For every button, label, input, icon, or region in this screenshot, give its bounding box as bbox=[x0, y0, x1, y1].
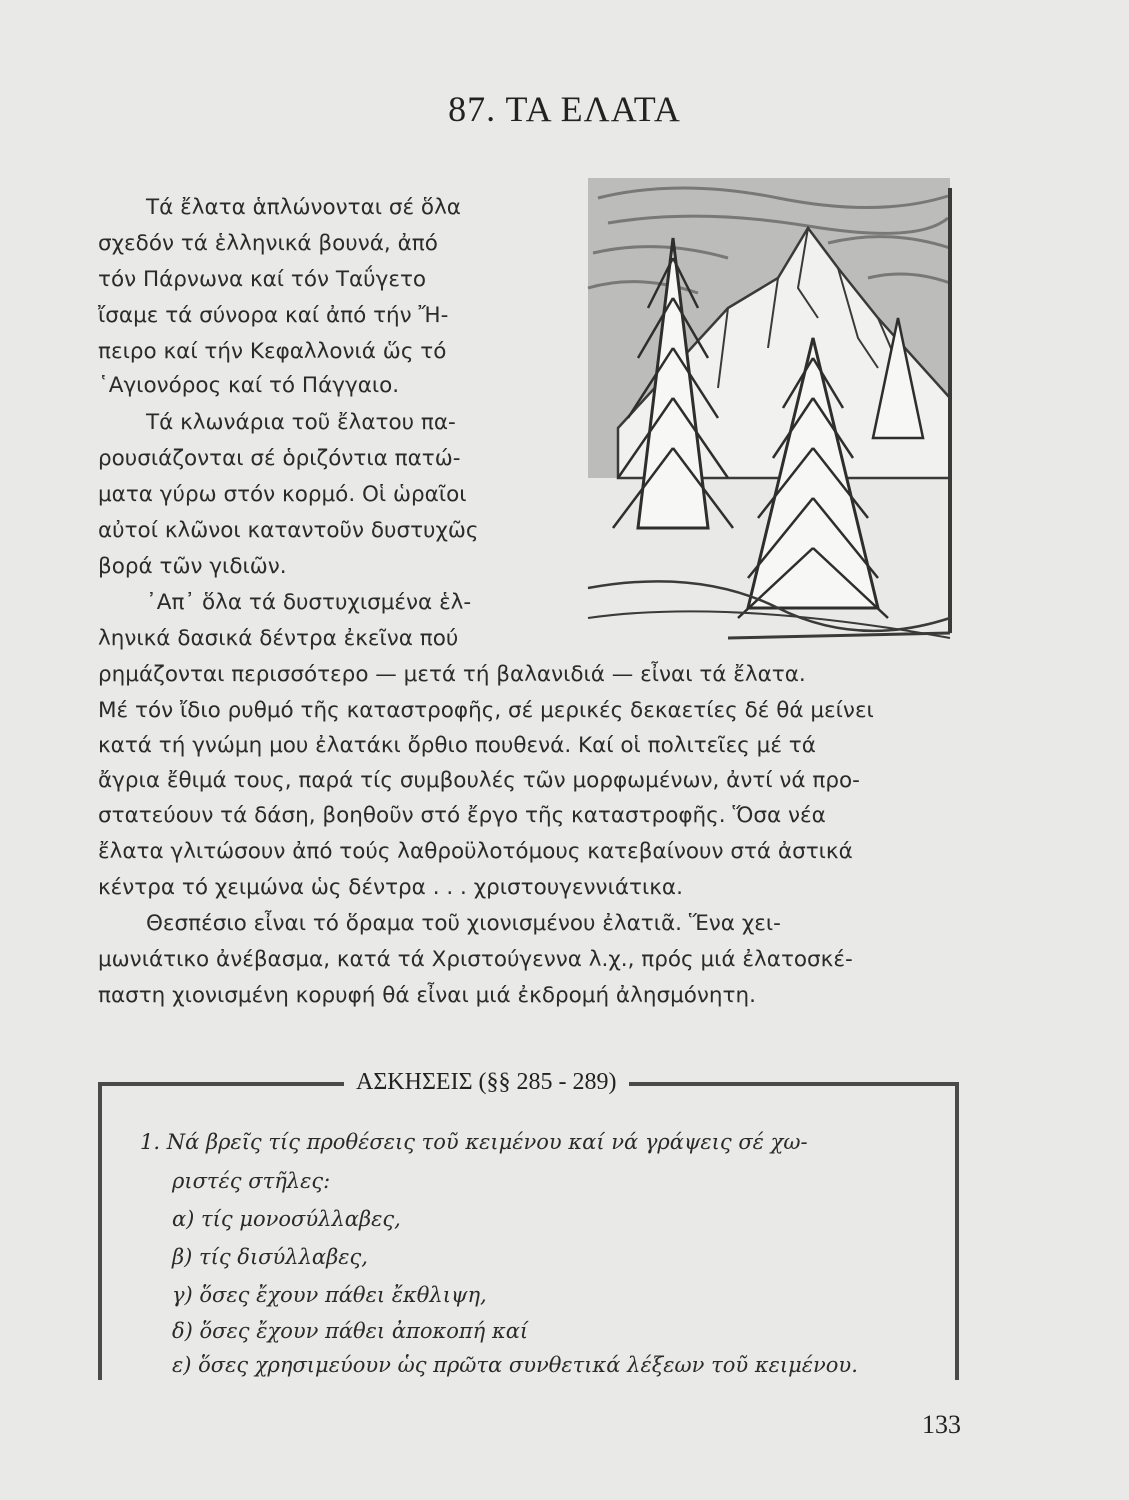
body-line: πειρο καί τήν Κεφαλλονιά ὥς τό bbox=[98, 339, 447, 364]
exercise-line: ριστές στῆλες: bbox=[172, 1169, 331, 1193]
body-line: ματα γύρω στόν κορμό. Οἱ ὡραῖοι bbox=[98, 482, 467, 507]
body-line: ληνικά δασικά δέντρα ἐκεῖνα πού bbox=[98, 626, 459, 651]
body-line: ᾽Απ᾽ ὅλα τά δυστυχισμένα ἑλ- bbox=[146, 590, 472, 615]
body-line: Τά κλωνάρια τοῦ ἔλατου πα- bbox=[146, 410, 456, 435]
exercise-line: ε) ὅσες χρησιμεύουν ὡς πρῶτα συνθετικά λέξεων τοῦ κειμένου. bbox=[172, 1353, 858, 1377]
body-line: κατά τή γνώμη μου ἐλατάκι ὄρθιο πουθενά. Καί οἱ πολιτεῖες μέ τά bbox=[98, 733, 816, 758]
body-line: ἔλατα γλιτώσουν ἀπό τούς λαθροϋλοτόμους κατεβαίνουν στά ἀστικά bbox=[98, 839, 853, 864]
body-line: τόν Πάρνωνα καί τόν Ταΰγετο bbox=[98, 267, 427, 292]
exercise-line: δ) ὅσες ἔχουν πάθει ἀποκοπή καί bbox=[172, 1319, 529, 1343]
body-line: βορά τῶν γιδιῶν. bbox=[98, 554, 287, 579]
exercise-line: 1. Νά βρεῖς τίς προθέσεις τοῦ κειμένου καί νά γράψεις σέ χω- bbox=[140, 1130, 808, 1154]
body-line: μωνιάτικο ἀνέβασμα, κατά τά Χριστούγεννα λ.χ., πρός μιά ἐλατοσκέ- bbox=[98, 947, 853, 972]
body-line: κέντρα τό χειμώνα ὡς δέντρα . . . χριστουγεννιάτικα. bbox=[98, 875, 683, 900]
body-line: σχεδόν τά ἑλληνικά βουνά, ἀπό bbox=[98, 231, 438, 256]
page-number: 133 bbox=[922, 1410, 961, 1439]
body-line: ῾Αγιονόρος καί τό Πάγγαιο. bbox=[98, 373, 400, 398]
exercise-line: γ) ὅσες ἔχουν πάθει ἔκθλιψη, bbox=[172, 1283, 487, 1307]
body-line: Τά ἔλατα ἁπλώνονται σέ ὅλα bbox=[146, 195, 461, 220]
exercises-heading: ΑΣΚΗΣΕΙΣ (§§ 285 - 289) bbox=[344, 1070, 629, 1094]
body-line: Μέ τόν ἴδιο ρυθμό τῆς καταστροφῆς, σέ μερικές δεκαετίες δέ θά μείνει bbox=[98, 698, 874, 723]
page-title: 87. ΤΑ ΕΛΑΤΑ bbox=[448, 89, 681, 129]
fir-trees-illustration bbox=[578, 168, 960, 644]
exercise-line: β) τίς δισύλλαβες, bbox=[172, 1245, 368, 1269]
body-line: στατεύουν τά δάση, βοηθοῦν στό ἔργο τῆς καταστροφῆς. Ὅσα νέα bbox=[98, 803, 826, 828]
body-line: ρουσιάζονται σέ ὁριζόντια πατώ- bbox=[98, 446, 461, 471]
exercise-line: α) τίς μονοσύλλαβες, bbox=[172, 1207, 401, 1231]
body-line: παστη χιονισμένη κορυφή θά εἶναι μιά ἐκδρομή ἀλησμόνητη. bbox=[98, 983, 756, 1008]
body-line: Θεσπέσιο εἶναι τό ὅραμα τοῦ χιονισμένου ἐλατιᾶ. Ἕνα χει- bbox=[146, 911, 781, 936]
body-line: ἄγρια ἔθιμά τους, παρά τίς συμβουλές τῶν μορφωμένων, ἀντί νά προ- bbox=[98, 768, 860, 793]
body-line: ἴσαμε τά σύνορα καί ἀπό τήν Ἤ- bbox=[98, 303, 449, 328]
body-line: αὐτοί κλῶνοι καταντοῦν δυστυχῶς bbox=[98, 518, 479, 543]
body-line: ρημάζονται περισσότερο — μετά τή βαλανιδιά — εἶναι τά ἔλατα. bbox=[98, 662, 806, 687]
